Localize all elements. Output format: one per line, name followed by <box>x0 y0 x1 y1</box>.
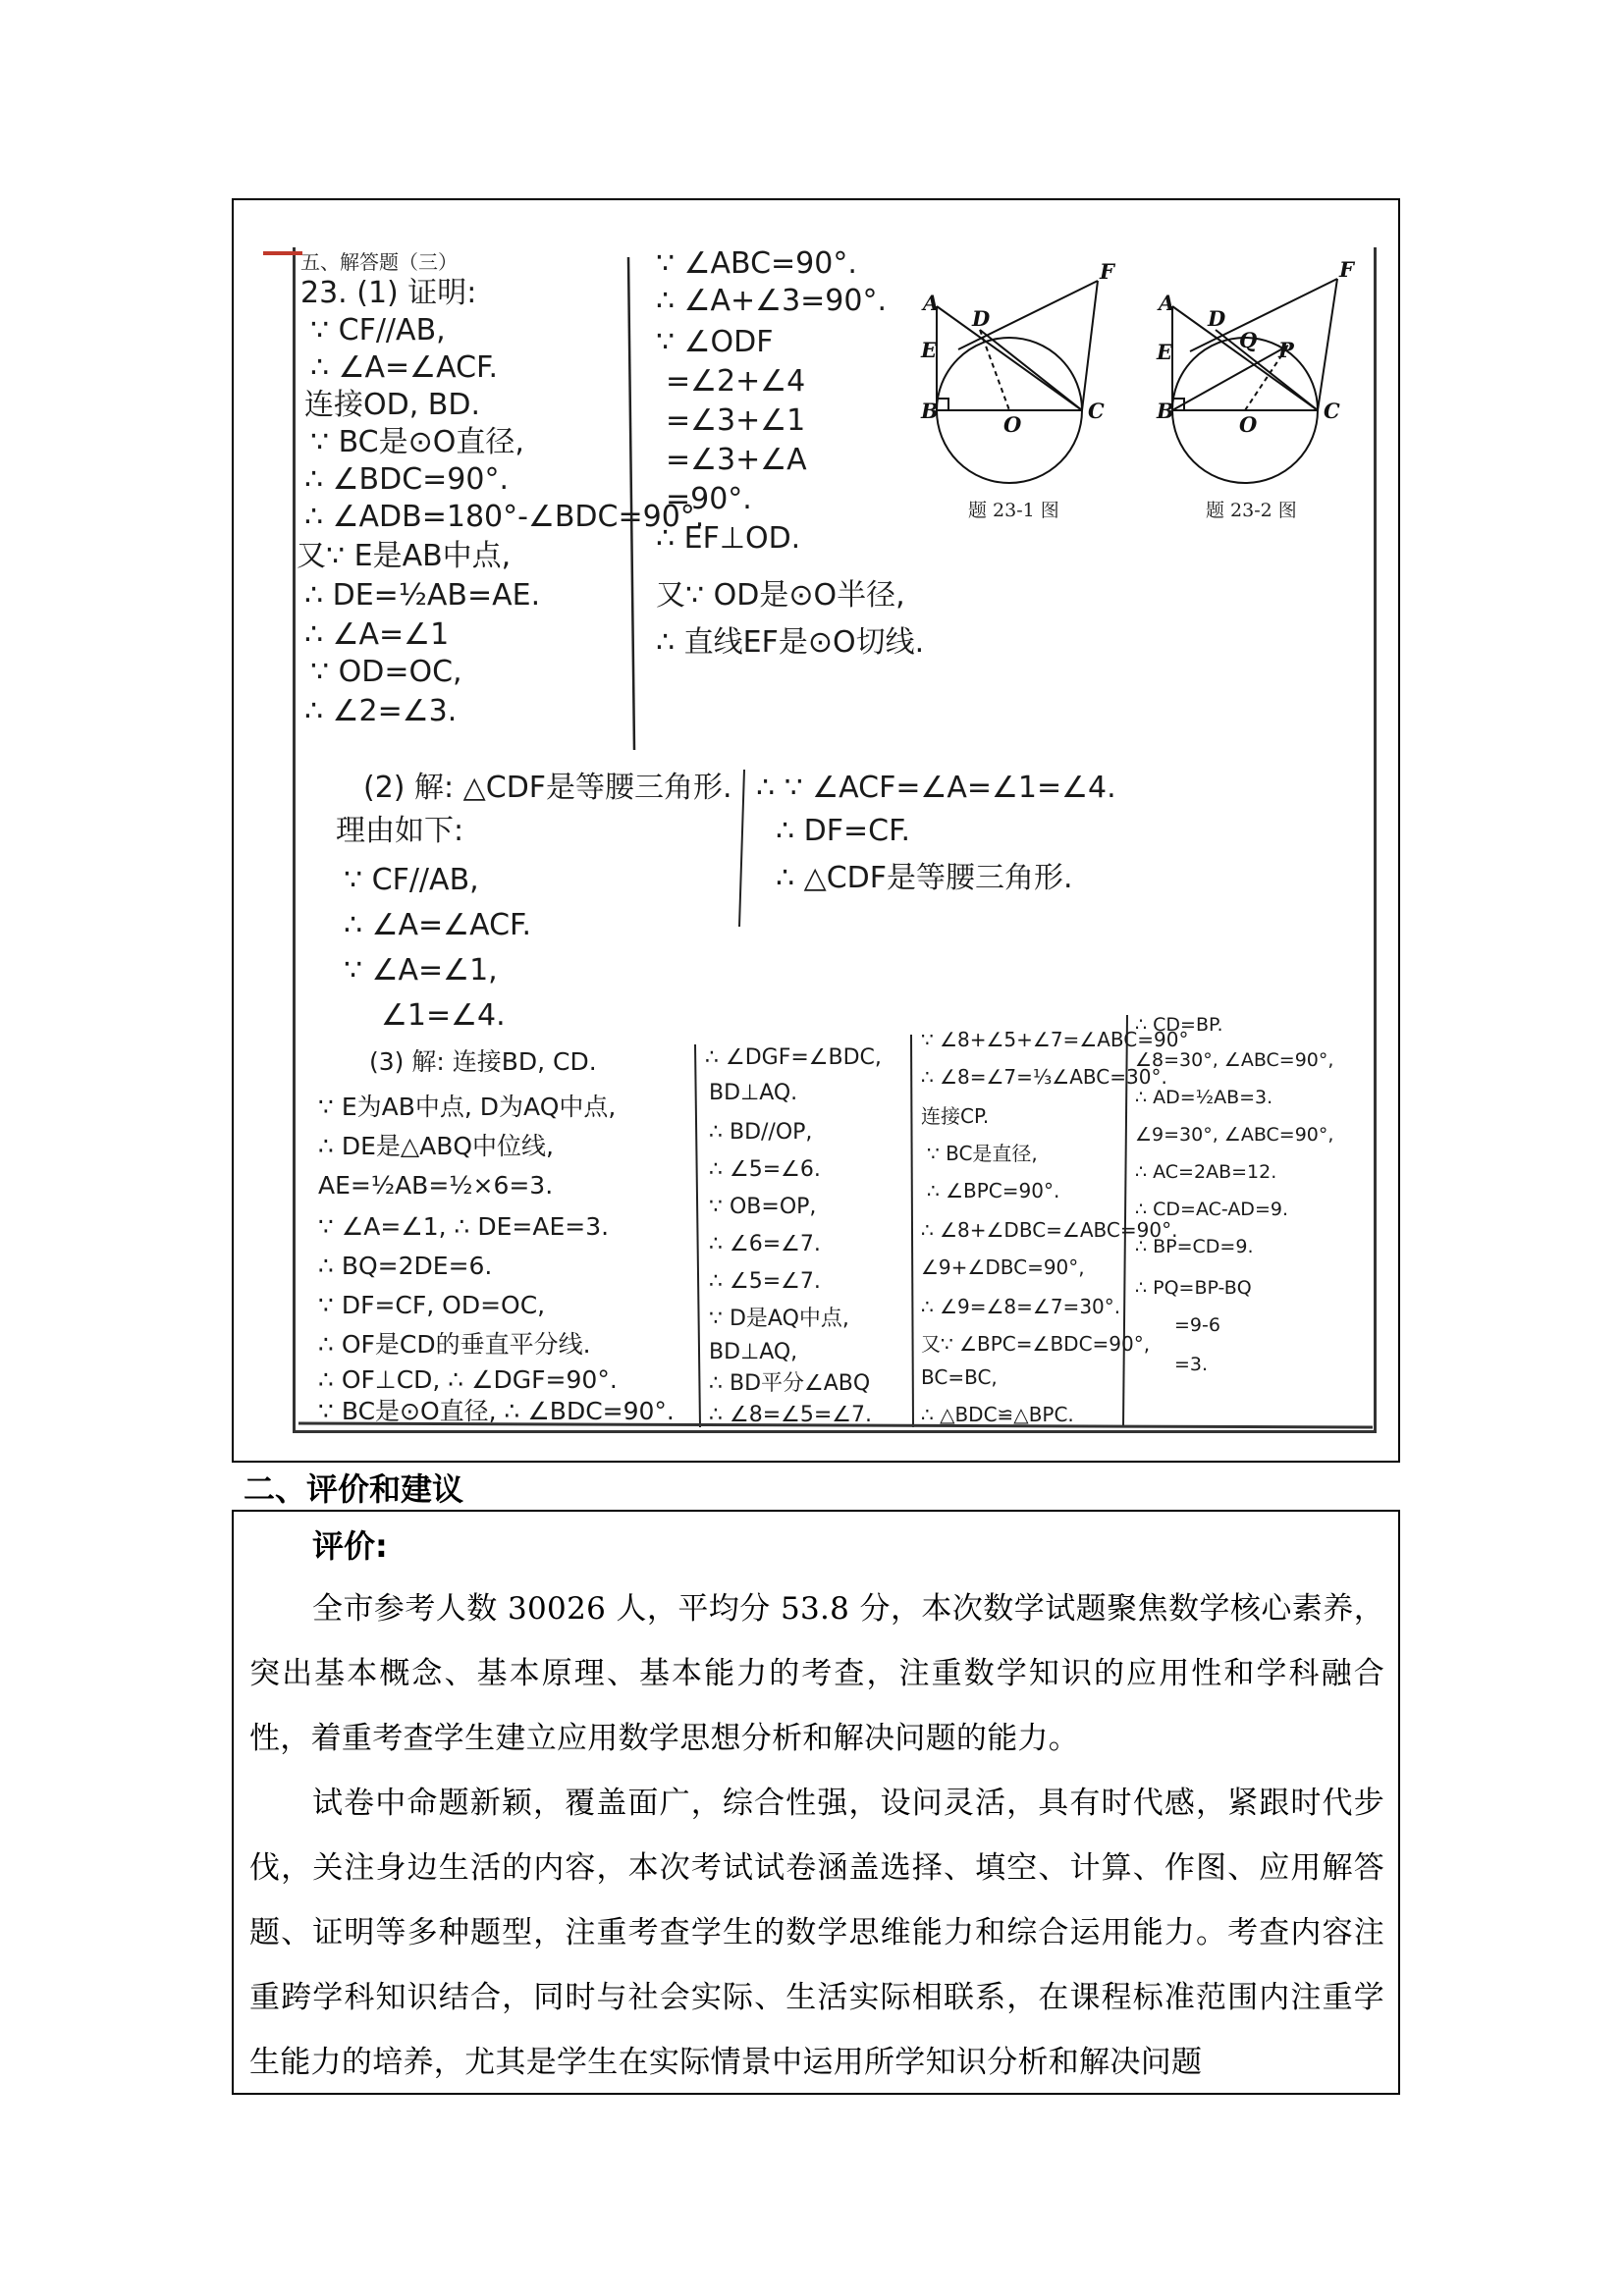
hand-line: ∵ ∠8+∠5+∠7=∠ABC=90° <box>921 1028 1189 1051</box>
hand-line: ∴ ∠8=∠5=∠7. <box>709 1403 873 1427</box>
hand-line: ∵ BC是⊙O直径, <box>310 425 524 459</box>
hand-line: ∴ △CDF是等腰三角形. <box>776 861 1073 895</box>
hand-line: ∴ ∠9=∠8=∠7=30°. <box>921 1295 1121 1318</box>
hand-line: ∠8=30°, ∠ABC=90°, <box>1135 1049 1334 1071</box>
hand-line: ∴ ∠2=∠3. <box>304 694 458 728</box>
hand-line: 连接OD, BD. <box>304 388 481 422</box>
hand-line: ∴ ∵ ∠ACF=∠A=∠1=∠4. <box>756 771 1116 805</box>
part1-head: 23. (1) 证明: <box>300 276 477 310</box>
hand-line: ∵ BC是⊙O直径, ∴ ∠BDC=90°. <box>318 1397 675 1425</box>
hand-line: 又∵ E是AB中点, <box>297 539 512 573</box>
hand-line: 又∵ OD是⊙O半径, <box>656 578 905 613</box>
hand-line: AE=½AB=½×6=3. <box>318 1171 554 1200</box>
hand-line: =∠3+∠A <box>666 443 807 477</box>
hand-line: ∴ CD=AC-AD=9. <box>1135 1199 1288 1220</box>
hand-line: ∠9=30°, ∠ABC=90°, <box>1135 1124 1334 1146</box>
fig-label: B <box>921 399 939 423</box>
hand-line: ∵ ∠A=∠1, ∴ DE=AE=3. <box>318 1212 610 1241</box>
answer-sheet-scan <box>232 198 1400 1463</box>
fig-label: C <box>1088 399 1105 423</box>
hand-line: ∴ ∠8=∠7=⅓∠ABC=30°. <box>921 1065 1167 1089</box>
hand-line: ∴ ∠BDC=90°. <box>304 462 509 497</box>
hand-line: ∵ CF//AB, <box>344 863 479 897</box>
hand-line: ∴ 直线EF是⊙O切线. <box>656 625 925 660</box>
hand-line: ∴ AC=2AB=12. <box>1135 1161 1277 1183</box>
part3-col4 <box>1135 1014 1333 1375</box>
hand-line: ∴ OF是CD的垂直平分线. <box>318 1330 591 1359</box>
fig-label: O <box>1003 412 1022 437</box>
hand-line: ∴ BQ=2DE=6. <box>318 1252 493 1280</box>
figure-23-2-caption: 题 23-2 图 <box>1206 500 1297 521</box>
hand-line: BD⊥AQ. <box>709 1081 798 1105</box>
fig-label: Q <box>1239 328 1258 352</box>
hand-line: ∴ ∠A+∠3=90°. <box>656 284 888 318</box>
hand-line: ∵ ∠ODF <box>656 325 774 359</box>
fig-label: D <box>972 306 991 331</box>
hand-line: ∴ DF=CF. <box>776 814 911 848</box>
section-heading: 二、评价和建议 <box>244 1470 464 1508</box>
hand-line: ∴ ∠A=∠ACF. <box>344 908 531 942</box>
part2-right <box>756 771 1116 895</box>
fig-label: E <box>1157 340 1173 364</box>
hand-line: ∴ ∠6=∠7. <box>709 1232 821 1256</box>
hand-line: =∠2+∠4 <box>666 364 806 399</box>
hand-line: ∴ PQ=BP-BQ <box>1135 1277 1252 1299</box>
hand-line: (2) 解: △CDF是等腰三角形. <box>363 771 732 805</box>
hand-line: ∴ DE=½AB=AE. <box>304 578 541 613</box>
part3-col2 <box>705 1045 882 1427</box>
hand-line: =3. <box>1174 1354 1209 1375</box>
hand-line: ∠1=∠4. <box>381 998 506 1033</box>
hand-line: ∵ CF//AB, <box>310 313 446 347</box>
figure-23-1-caption: 题 23-1 图 <box>968 500 1059 521</box>
hand-line: ∴ ∠BPC=90°. <box>927 1179 1060 1202</box>
hand-line: ∵ E为AB中点, D为AQ中点, <box>318 1093 617 1121</box>
hand-line: 又∵ ∠BPC=∠BDC=90°, <box>921 1332 1151 1356</box>
hand-line: ∴ BP=CD=9. <box>1135 1236 1254 1257</box>
fig-label: E <box>921 338 938 362</box>
evaluation-paragraph-1: 全市参考人数 30026 人，平均分 53.8 分，本次数学试题聚焦数学核心素养，突出基本概念、基本原理、基本能力的考查，注重数学知识的应用性和学科融合性，着重考查学生建立应用数学思想分析和解决问题的能力。 <box>249 1591 1384 1756</box>
hand-line: ∵ D是AQ中点, <box>709 1307 849 1331</box>
hand-line: BC=BC, <box>921 1365 998 1389</box>
part1-col2 <box>656 246 924 660</box>
hand-line: ∴ OF⊥CD, ∴ ∠DGF=90°. <box>318 1365 618 1394</box>
hand-line: BD⊥AQ, <box>709 1340 798 1364</box>
hand-line: ∴ EF⊥OD. <box>656 521 801 556</box>
fig-label: A <box>923 291 940 315</box>
hand-line: ∴ CD=BP. <box>1135 1014 1223 1036</box>
hand-line: (3) 解: 连接BD, CD. <box>369 1047 597 1076</box>
hand-line: 连接CP. <box>921 1104 990 1128</box>
evaluation-box <box>232 1510 1400 2095</box>
fig-label: B <box>1157 399 1174 423</box>
hand-line: ∠9+∠DBC=90°, <box>921 1255 1085 1279</box>
hand-line: ∴ ∠5=∠6. <box>709 1157 821 1182</box>
fig-label: F <box>1339 257 1354 282</box>
fig-label: A <box>1159 291 1175 315</box>
hand-line: ∵ DF=CF, OD=OC, <box>318 1291 546 1319</box>
hand-line: ∵ BC是直径, <box>927 1142 1038 1165</box>
hand-line: ∴ ∠A=∠ACF. <box>310 350 498 385</box>
hand-line: ∵ ∠A=∠1, <box>344 953 498 988</box>
fig-label: O <box>1239 412 1258 437</box>
part1-col1 <box>297 276 704 728</box>
hand-line: ∴ BD//OP, <box>709 1120 813 1145</box>
fig-label: F <box>1100 259 1114 284</box>
hand-line: ∴ BD平分∠ABQ <box>709 1371 871 1396</box>
hand-line: ∴ ∠8+∠DBC=∠ABC=90°. <box>921 1218 1178 1242</box>
hand-line: ∵ OD=OC, <box>310 655 462 689</box>
hand-line: ∴ ∠DGF=∠BDC, <box>705 1045 882 1070</box>
part3-col1 <box>318 1047 675 1425</box>
hand-line: ∴ ∠A=∠1 <box>304 617 450 652</box>
figure-23-1 <box>937 281 1098 483</box>
fig-label: P <box>1278 338 1294 362</box>
handwritten-solution-image <box>234 200 1400 1463</box>
hand-line: ∴ △BDC≌△BPC. <box>921 1403 1074 1426</box>
hand-line: ∴ AD=½AB=3. <box>1135 1087 1273 1108</box>
hand-line: =90°. <box>666 482 752 516</box>
figure-23-2 <box>1172 279 1337 483</box>
hand-line: ∴ ∠5=∠7. <box>709 1269 821 1294</box>
fig-label: C <box>1324 399 1340 423</box>
fig-label: D <box>1208 306 1226 331</box>
hand-line: =∠3+∠1 <box>666 403 806 438</box>
hand-line: ∵ ∠ABC=90°. <box>656 246 857 281</box>
scan-header: 五、解答题（三） <box>300 250 458 274</box>
hand-line: 理由如下: <box>336 814 464 848</box>
evaluation-subheading: 评价: <box>312 1527 388 1565</box>
hand-line: =9-6 <box>1174 1314 1220 1336</box>
part2-left <box>336 771 732 1033</box>
hand-line: ∴ ∠ADB=180°-∠BDC=90°. <box>304 500 705 534</box>
hand-line: ∵ OB=OP, <box>709 1195 817 1219</box>
hand-line: ∴ DE是△ABQ中位线, <box>318 1132 555 1160</box>
evaluation-paragraph-2: 试卷中命题新颖，覆盖面广，综合性强，设问灵活，具有时代感，紧跟时代步伐，关注身边生活的内容，本次考试试卷涵盖选择、填空、计算、作图、应用解答题、证明等多种题型，注重考查学生的数学思维能力和综合运用能力。考查内容注重跨学科知识结合，同时与社会实际、生活实际相联系，在课程标准范围内注重学生能力的培养，尤其是学生在实际情景中运用所学知识分析和解决问题 <box>249 1786 1384 2080</box>
